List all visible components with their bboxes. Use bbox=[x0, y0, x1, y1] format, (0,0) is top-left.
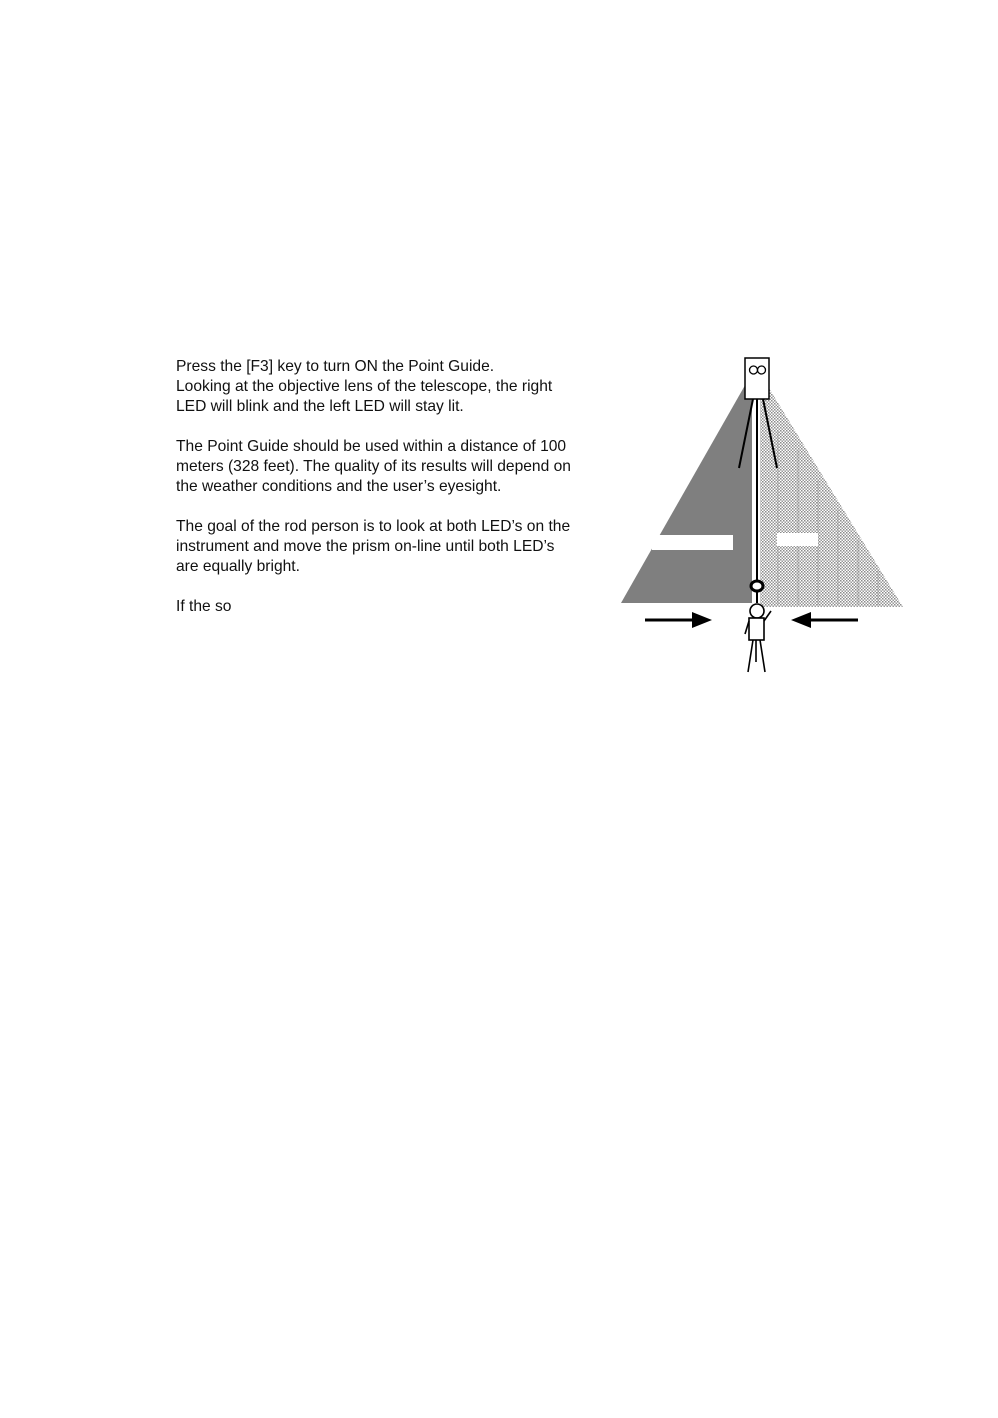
text-line: the weather conditions and the user’s eyesight. bbox=[176, 478, 502, 495]
paragraph-point-guide-on bbox=[176, 357, 616, 417]
text-line: LED will blink and the left LED will stay lit. bbox=[176, 398, 464, 415]
left-label-box bbox=[652, 535, 733, 550]
paragraph-rod-person-goal bbox=[176, 517, 616, 577]
instrument-icon bbox=[745, 358, 769, 399]
text-line: The Point Guide should be used within a distance of 100 bbox=[176, 438, 567, 455]
text-line: instrument and move the prism on-line until both LED’s bbox=[176, 538, 555, 555]
left-led-zone bbox=[621, 380, 752, 603]
point-guide-diagram-svg bbox=[600, 340, 920, 685]
paragraph-distance-note bbox=[176, 437, 616, 497]
text-line: Looking at the objective lens of the telescope, the right bbox=[176, 378, 553, 395]
text-line: are equally bright. bbox=[176, 558, 300, 575]
text-line: Press the [F3] key to turn ON the Point Guide. bbox=[176, 358, 495, 375]
text-line: If the so bbox=[176, 598, 232, 615]
arrow-left-icon bbox=[791, 612, 858, 628]
text-line: meters (328 feet). The quality of its results will depend on bbox=[176, 458, 571, 475]
arrow-right-icon bbox=[645, 612, 712, 628]
paragraph-truncated bbox=[176, 597, 616, 617]
rod-person-icon bbox=[745, 604, 771, 672]
point-guide-diagram bbox=[600, 340, 920, 685]
instruction-text bbox=[176, 357, 616, 637]
text-line: The goal of the rod person is to look at both LED’s on the bbox=[176, 518, 571, 535]
right-led-zone bbox=[760, 380, 903, 607]
right-label-box bbox=[777, 533, 818, 546]
